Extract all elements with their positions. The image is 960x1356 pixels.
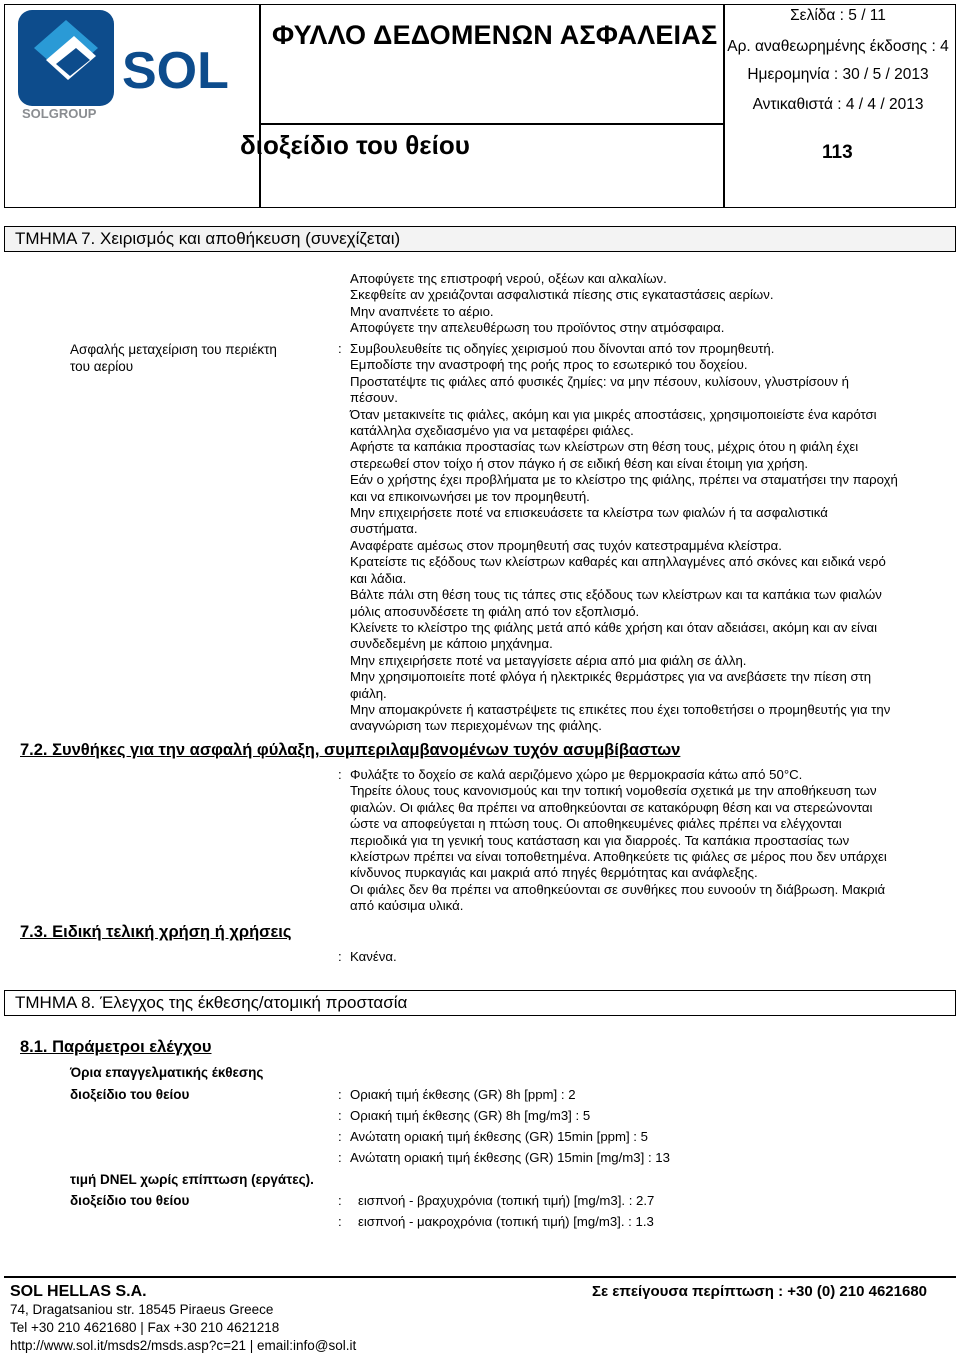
text-line: Αποφύγετε την απελευθέρωση του προϊόντος στην ατμόσφαιρα. xyxy=(350,320,725,336)
text-line: μόλις αποσυνδέσετε τη φιάλη από τον εξοπλισμό. xyxy=(350,603,640,619)
text-line: και να επικοινωνήσει με τον προμηθευτή. xyxy=(350,488,590,504)
footer-divider xyxy=(4,1276,956,1278)
text-line: κατάλληλα σχεδιασμένο για να μεταφέρει φιάλες. xyxy=(350,423,634,439)
subsection-7-3-title: 7.3. Ειδική τελική χρήση ή χρήσεις xyxy=(20,923,292,941)
text-line: Τηρείτε όλους τους κανονισμούς και την τοπική νομοθεσία σχετικά με την αποθήκευση των xyxy=(350,783,877,799)
label-colon: : xyxy=(338,1087,342,1102)
text-line: Οι φιάλες δεν θα πρέπει να αποθηκεύονται σε συνθήκες που ευνοούν τη διάβρωση. Μακριά xyxy=(350,881,886,897)
label-colon: : xyxy=(338,949,342,964)
dnel-heading: τιμή DNEL χωρίς επίπτωση (εργάτες). xyxy=(70,1172,314,1187)
text-line: Όταν μετακινείτε τις φιάλες, ακόμη και για μικρές αποστάσεις, χρησιμοποιείστε ένα καρότσι xyxy=(350,406,877,422)
oel-substance-label: διοξείδιο του θείου xyxy=(70,1087,190,1102)
label-colon: : xyxy=(338,341,342,356)
text-line: φιάλη. xyxy=(350,685,387,701)
label-colon: : xyxy=(338,1214,342,1229)
text-line: συνδεδεμένη με κάποιο μηχάνημα. xyxy=(350,636,553,652)
text-line: φιαλών. Οι φιάλες θα πρέπει να αποθηκεύονται σε κατακόρυφη θέση και να στερεώνονται xyxy=(350,799,873,815)
container-label-line-2: του αερίου xyxy=(70,359,134,374)
text-line: Αποφύγετε της επιστροφή νερού, οξέων και αλκαλίων. xyxy=(350,271,667,286)
page-number: Σελίδα : 5 / 11 xyxy=(790,7,886,24)
text-line: από καύσιμα υλικά. xyxy=(350,898,464,914)
text-line: περιοδικά για τη γενική τους κατάσταση και για διαρροές. Τα καπάκια προστασίας των xyxy=(350,832,850,848)
section-7-intro xyxy=(350,271,954,337)
oel-value: Οριακή τιμή έκθεσης (GR) 8h [mg/m3] : 5 xyxy=(350,1108,591,1123)
subsection-7-2-title: 7.2. Συνθήκες για την ασφαλή φύλαξη, συμπεριλαμβανομένων τυχόν ασυμβίβαστων xyxy=(20,741,681,759)
container-handling-text xyxy=(350,341,954,735)
text-line: στερεωθεί στον τοίχο ή στον πάγκο ή σε ειδική θέση και είναι έτοιμη για χρήση. xyxy=(350,455,809,471)
label-colon: : xyxy=(338,1108,342,1123)
logo-subtext: SOLGROUP xyxy=(22,106,97,120)
product-code: 113 xyxy=(822,142,853,163)
text-line: Κλείνετε το κλείστρο της φιάλης μετά από κάθε χρήση και όταν αδειάσει, ακόμη και αν είναι xyxy=(350,619,878,635)
specific-end-use-value: Κανένα. xyxy=(350,949,397,964)
text-line: Συμβουλευθείτε τις οδηγίες χειρισμού που δίνονται από τον προμηθευτή. xyxy=(350,341,775,356)
oel-value: Ανώτατη οριακή τιμή έκθεσης (GR) 15min [mg/m3] : 13 xyxy=(350,1150,670,1165)
container-label-line-1: Ασφαλής μεταχείριση του περιέκτη xyxy=(70,342,277,357)
text-line: Προστατέψτε τις φιάλες από φυσικές ζημίες: να μην πέσουν, κυλίσουν, γλυστρίσουν ή xyxy=(350,373,849,389)
oel-value: Ανώτατη οριακή τιμή έκθεσης (GR) 15min [ppm] : 5 xyxy=(350,1129,648,1144)
footer-company: SOL HELLAS S.A. xyxy=(10,1283,147,1300)
document-title: ΦΥΛΛΟ ΔΕΔΟΜΕΝΩΝ ΑΣΦΑΛΕΙΑΣ xyxy=(272,20,718,50)
text-line: πέσουν. xyxy=(350,390,398,406)
text-line: Μην επιχειρήσετε ποτέ να επισκευάσετε τα κλείστρα των φιαλών ή τα ασφαλιστικά xyxy=(350,505,828,521)
oel-heading: Όρια επαγγελματικής έκθεσης xyxy=(70,1065,264,1080)
revision-date: Ημερομηνία : 30 / 5 / 2013 xyxy=(747,66,929,83)
footer-web-link[interactable]: http://www.sol.it/msds2/msds.asp?c=21 | email:info@sol.it xyxy=(10,1338,357,1353)
text-line: κίνδυνος πυρκαγιάς και μακριά από πηγές θερμότητας και ανάφλεξης. xyxy=(350,865,758,881)
footer-phones: Tel +30 210 4621680 | Fax +30 210 4621218 xyxy=(10,1320,280,1335)
text-line: Αναφέρατε αμέσως στον προμηθευτή σας τυχόν κατεστραμμένα κλείστρα. xyxy=(350,537,782,553)
text-line: Μην απομακρύνετε ή καταστρέψετε τις επικέτες που έχει τοποθετήσει ο προμηθευτής για την xyxy=(350,701,891,717)
footer-address: 74, Dragatsaniou str. 18545 Piraeus Greece xyxy=(10,1302,274,1317)
text-line: Φυλάξτε το δοχείο σε καλά αεριζόμενο χώρο με θερμοκρασία κάτω από 50°C. xyxy=(350,767,803,782)
text-line: αναγνώριση των περιεχομένων της φιάλης. xyxy=(350,718,602,734)
oel-value: Οριακή τιμή έκθεσης (GR) 8h [ppm] : 2 xyxy=(350,1087,576,1102)
section-7-title: ΤΜΗΜΑ 7. Χειρισμός και αποθήκευση (συνεχίζεται) xyxy=(4,226,956,252)
text-line: Εμποδίστε την αναστροφή της ροής προς το εσωτερικό του δοχείου. xyxy=(350,357,748,373)
label-colon: : xyxy=(338,1129,342,1144)
text-line: ώστε να αποφεύγεται η πτώση τους. Οι αποθηκευμένες φιάλες πρέπει να ελέγχονται xyxy=(350,816,842,832)
label-colon: : xyxy=(338,767,342,782)
logo-text: SOL xyxy=(122,42,229,100)
section-8-title: ΤΜΗΜΑ 8. Έλεγχος της έκθεσης/ατομική προστασία xyxy=(4,990,956,1016)
text-line: Κρατείστε τις εξόδους των κλείστρων καθαρές και απηλλαγμένες από σκόνες και ειδικά νερό xyxy=(350,554,886,570)
subsection-8-1-title: 8.1. Παράμετροι ελέγχου xyxy=(20,1038,212,1056)
text-line: Μην επιχειρήσετε ποτέ να μεταγγίσετε αέρια από μια φιάλη σε άλλη. xyxy=(350,652,747,668)
replaces-date: Αντικαθιστά : 4 / 4 / 2013 xyxy=(752,96,924,113)
substance-name: διοξείδιο του θείου xyxy=(240,130,470,160)
text-line: κλείστρων πρέπει να είναι τοποθετημένα. Αποθηκεύετε τις φιάλες σε μέρος που δεν υπάρχει xyxy=(350,849,887,865)
dnel-value: εισπνοή - μακροχρόνια (τοπική τιμή) [mg/m3]. : 1.3 xyxy=(358,1214,654,1229)
footer-emergency: Σε επείγουσα περίπτωση : +30 (0) 210 4621680 xyxy=(592,1283,928,1300)
text-line: Εάν ο χρήστης έχει προβλήματα με το κλείστρο της φιάλης, πρέπει να σταματήσει την παροχή xyxy=(350,472,898,488)
text-line: Αφήστε τα καπάκια προστασίας των κλείστρων στη θέση τους, μέχρις ότου η φιάλη έχει xyxy=(350,439,859,455)
sol-logo xyxy=(12,8,244,120)
dnel-substance-label: διοξείδιο του θείου xyxy=(70,1193,190,1208)
text-line: Σκεφθείτε αν χρειάζονται ασφαλιστικά πίεσης στις εγκαταστάσεις αερίων. xyxy=(350,287,774,303)
revision-number: Αρ. αναθεωρημένης έκδοσης : 4 xyxy=(727,38,949,55)
text-line: συστήματα. xyxy=(350,521,418,537)
storage-conditions-text xyxy=(350,767,954,915)
text-line: Μην αναπνέετε το αέριο. xyxy=(350,303,494,319)
label-colon: : xyxy=(338,1150,342,1165)
label-colon: : xyxy=(338,1193,342,1208)
text-line: και λάδια. xyxy=(350,570,407,586)
dnel-value: εισπνοή - βραχυχρόνια (τοπική τιμή) [mg/m3]. : 2.7 xyxy=(358,1193,655,1208)
text-line: Μην χρησιμοποιείτε ποτέ φλόγα ή ηλεκτρικές θερμάστρες για να ανεβάσετε την πίεση στη xyxy=(350,669,872,685)
text-line: Βάλτε πάλι στη θέση τους τις τάπες στις εξόδους των κλείστρων και τα καπάκια των φιαλών xyxy=(350,587,882,603)
